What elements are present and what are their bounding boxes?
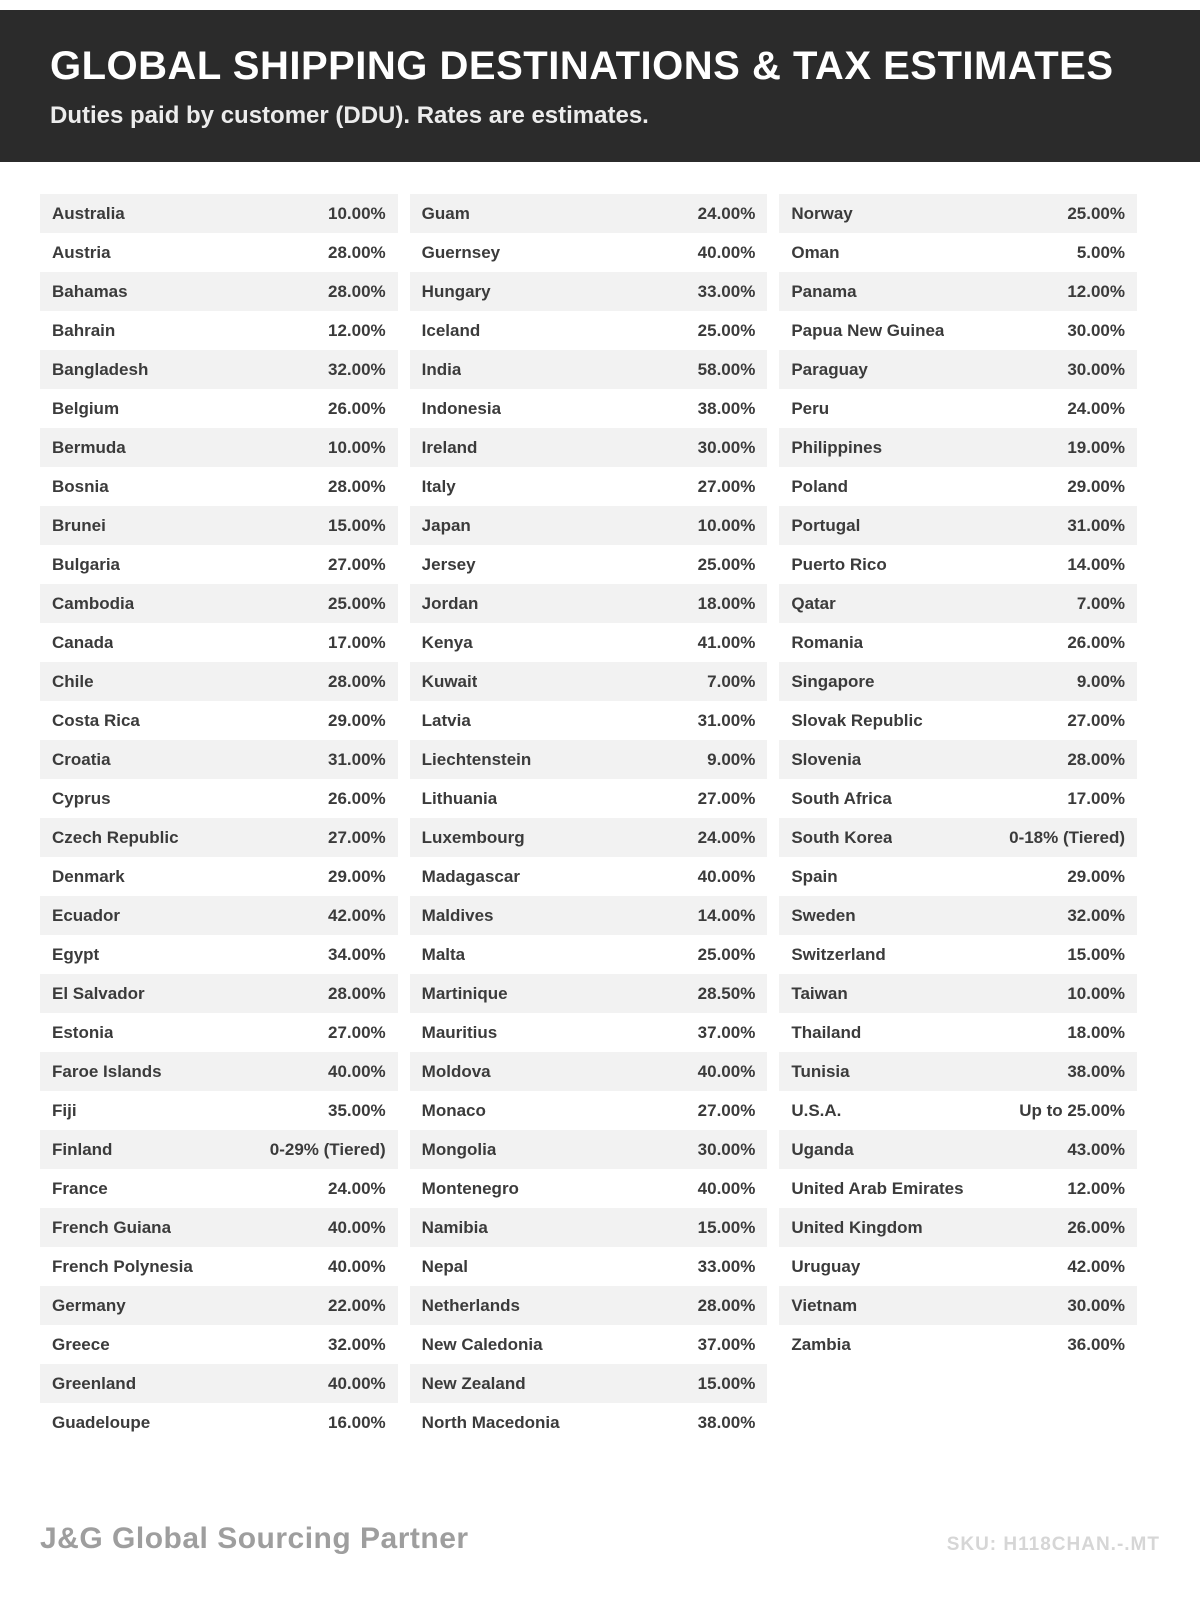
country-name: Bermuda [52, 437, 126, 457]
tax-rate: 27.00% [328, 827, 386, 847]
tax-rate: 25.00% [328, 593, 386, 613]
tax-rate: 10.00% [1067, 983, 1126, 1003]
table-row [40, 233, 398, 272]
country-name: New Caledonia [421, 1334, 543, 1354]
tax-rate: 12.00% [1067, 1178, 1126, 1198]
tax-rate: 18.00% [1067, 1022, 1126, 1042]
country-name: Panama [791, 281, 857, 301]
country-name: El Salvador [52, 983, 145, 1003]
table-row [40, 1130, 398, 1169]
table-row [410, 1169, 768, 1208]
table-row [410, 194, 768, 233]
tax-rate: 30.00% [1067, 359, 1126, 379]
table-row [410, 545, 768, 584]
tax-rate: 5.00% [1076, 242, 1126, 262]
table-row [40, 1403, 398, 1442]
country-name: New Zealand [421, 1373, 526, 1393]
table-row [779, 1286, 1137, 1325]
country-name: Greenland [52, 1373, 137, 1393]
country-name: Moldova [421, 1061, 491, 1081]
country-name: Qatar [791, 593, 836, 613]
rates-table [40, 194, 1137, 1442]
table-row [410, 584, 768, 623]
table-row [410, 779, 768, 818]
tax-rate: 26.00% [1067, 632, 1126, 652]
country-name: Hungary [421, 281, 491, 301]
country-name: Taiwan [791, 983, 848, 1003]
country-name: North Macedonia [421, 1412, 560, 1432]
country-name: Estonia [52, 1022, 114, 1042]
tax-rate: 58.00% [697, 359, 756, 379]
country-name: U.S.A. [791, 1100, 842, 1120]
country-name: Madagascar [421, 866, 520, 886]
country-name: Slovenia [791, 749, 862, 769]
table-row [40, 896, 398, 935]
country-name: Finland [52, 1139, 113, 1159]
table-row [779, 740, 1137, 779]
country-name: Nepal [421, 1256, 468, 1276]
country-name: Austria [52, 242, 111, 262]
country-name: Romania [791, 632, 864, 652]
table-row [779, 350, 1137, 389]
table-row [40, 584, 398, 623]
country-name: Namibia [421, 1217, 488, 1237]
rates-column-2 [410, 194, 768, 1442]
tax-rate: 24.00% [1067, 398, 1126, 418]
country-name: Germany [52, 1295, 126, 1315]
country-name: Switzerland [791, 944, 886, 964]
table-row [779, 428, 1137, 467]
table-row [40, 1325, 398, 1364]
tax-rate: 32.00% [328, 359, 386, 379]
tax-rate: 29.00% [328, 710, 386, 730]
table-row [410, 701, 768, 740]
tax-rate: 24.00% [697, 203, 756, 223]
table-row [779, 662, 1137, 701]
tax-rate: 41.00% [697, 632, 756, 652]
tax-rate: 28.00% [328, 671, 386, 691]
tax-rate: 28.50% [697, 983, 756, 1003]
tax-rate: 37.00% [697, 1022, 756, 1042]
tax-rate: 7.00% [707, 671, 756, 691]
table-row [40, 1286, 398, 1325]
table-row [40, 935, 398, 974]
country-name: Paraguay [791, 359, 868, 379]
tax-rate: 10.00% [328, 437, 386, 457]
country-name: Puerto Rico [791, 554, 887, 574]
table-row [40, 740, 398, 779]
country-name: Liechtenstein [421, 749, 532, 769]
tax-rate: 28.00% [697, 1295, 756, 1315]
table-row [410, 740, 768, 779]
country-name: United Kingdom [791, 1217, 923, 1237]
country-name: Czech Republic [52, 827, 179, 847]
table-row [779, 467, 1137, 506]
table-row [40, 779, 398, 818]
country-name: French Polynesia [52, 1256, 193, 1276]
country-name: Bulgaria [52, 554, 121, 574]
table-row [40, 506, 398, 545]
tax-rate: 32.00% [328, 1334, 386, 1354]
tax-rate: 14.00% [697, 905, 756, 925]
table-row [40, 194, 398, 233]
table-row [40, 857, 398, 896]
tax-rate: 29.00% [1067, 866, 1126, 886]
country-name: Papua New Guinea [791, 320, 945, 340]
country-name: Iceland [421, 320, 481, 340]
tax-rate: 12.00% [1067, 281, 1126, 301]
country-name: Vietnam [791, 1295, 858, 1315]
country-name: Cambodia [52, 593, 135, 613]
table-row [40, 311, 398, 350]
table-row [410, 1130, 768, 1169]
rates-column-1 [40, 194, 398, 1442]
tax-rate: 9.00% [707, 749, 756, 769]
table-row [410, 1052, 768, 1091]
table-row [40, 974, 398, 1013]
country-name: Luxembourg [421, 827, 525, 847]
tax-rate: 40.00% [328, 1256, 386, 1276]
tax-rate: 38.00% [1067, 1061, 1126, 1081]
table-row [410, 1286, 768, 1325]
country-name: Zambia [791, 1334, 851, 1354]
country-name: Brunei [52, 515, 106, 535]
country-name: Indonesia [421, 398, 502, 418]
table-row [410, 1247, 768, 1286]
table-row [40, 272, 398, 311]
page-subtitle: Duties paid by customer (DDU). Rates are estimates. [50, 102, 649, 129]
tax-rate: 14.00% [1067, 554, 1126, 574]
brand-name: J&G Global Sourcing Partner [40, 1522, 469, 1555]
country-name: Spain [791, 866, 838, 886]
table-row [410, 1364, 768, 1403]
table-row [410, 233, 768, 272]
country-name: Japan [421, 515, 471, 535]
table-row [40, 545, 398, 584]
country-name: Montenegro [421, 1178, 519, 1198]
tax-rate: 40.00% [697, 242, 756, 262]
table-row [410, 818, 768, 857]
country-name: Mongolia [421, 1139, 497, 1159]
country-name: India [421, 359, 462, 379]
tax-rate: 15.00% [697, 1373, 756, 1393]
table-row [779, 1208, 1137, 1247]
table-row [410, 1013, 768, 1052]
table-row [779, 584, 1137, 623]
table-row [410, 662, 768, 701]
country-name: Guam [421, 203, 470, 223]
tax-rate: 26.00% [328, 788, 386, 808]
table-row [410, 1403, 768, 1442]
table-row [779, 506, 1137, 545]
tax-rate: 7.00% [1076, 593, 1126, 613]
country-name: Ecuador [52, 905, 121, 925]
country-name: South Africa [791, 788, 892, 808]
tax-rate: 27.00% [697, 1100, 756, 1120]
table-row [779, 1325, 1137, 1364]
country-name: Poland [791, 476, 849, 496]
table-row [410, 428, 768, 467]
tax-rate: 40.00% [328, 1061, 386, 1081]
country-name: Egypt [52, 944, 100, 964]
tax-rate: 40.00% [328, 1217, 386, 1237]
country-name: Croatia [52, 749, 111, 769]
country-name: Bahrain [52, 320, 116, 340]
table-row [779, 1052, 1137, 1091]
tax-rate: 42.00% [1067, 1256, 1126, 1276]
tax-rate: 28.00% [328, 476, 386, 496]
table-row [779, 974, 1137, 1013]
table-row [779, 545, 1137, 584]
tax-rate: 34.00% [328, 944, 386, 964]
tax-rate: 18.00% [697, 593, 756, 613]
table-row [779, 1091, 1137, 1130]
table-row [779, 272, 1137, 311]
table-row [779, 818, 1137, 857]
country-name: Uganda [791, 1139, 854, 1159]
tax-rate: 27.00% [1067, 710, 1126, 730]
table-row [779, 233, 1137, 272]
table-row [779, 935, 1137, 974]
country-name: Belgium [52, 398, 120, 418]
country-name: Australia [52, 203, 125, 223]
country-name: Jersey [421, 554, 476, 574]
country-name: Monaco [421, 1100, 486, 1120]
country-name: Ireland [421, 437, 478, 457]
table-row [410, 1208, 768, 1247]
table-row [779, 1013, 1137, 1052]
country-name: Guernsey [421, 242, 501, 262]
table-row [40, 1364, 398, 1403]
country-name: Cyprus [52, 788, 111, 808]
country-name: Norway [791, 203, 853, 223]
tax-rate: 27.00% [697, 476, 756, 496]
tax-rate: 42.00% [328, 905, 386, 925]
country-name: Bosnia [52, 476, 109, 496]
tax-rate: 27.00% [328, 554, 386, 574]
country-name: Malta [421, 944, 466, 964]
table-row [779, 311, 1137, 350]
tax-rate: 19.00% [1067, 437, 1126, 457]
country-name: Sweden [791, 905, 856, 925]
tax-rate: 35.00% [328, 1100, 386, 1120]
tax-rate: 28.00% [1067, 749, 1126, 769]
table-row [40, 350, 398, 389]
tax-rate: 0-18% (Tiered) [1009, 827, 1126, 847]
table-row [779, 701, 1137, 740]
tax-rate: 15.00% [1067, 944, 1126, 964]
table-row [410, 467, 768, 506]
table-row [410, 623, 768, 662]
tax-rate: 22.00% [328, 1295, 386, 1315]
country-name: Bangladesh [52, 359, 149, 379]
tax-rate: 28.00% [328, 281, 386, 301]
tax-rate: 33.00% [697, 1256, 756, 1276]
country-name: Bahamas [52, 281, 128, 301]
country-name: Martinique [421, 983, 508, 1003]
tax-rate: 27.00% [328, 1022, 386, 1042]
tax-rate: 25.00% [697, 554, 756, 574]
table-row [779, 389, 1137, 428]
tax-rate: 38.00% [697, 398, 756, 418]
tax-rate: 26.00% [328, 398, 386, 418]
table-row [410, 1091, 768, 1130]
tax-rate: 37.00% [697, 1334, 756, 1354]
tax-rate: 28.00% [328, 242, 386, 262]
table-row [779, 896, 1137, 935]
tax-rate: 10.00% [697, 515, 756, 535]
country-name: Italy [421, 476, 456, 496]
tax-rate: 32.00% [1067, 905, 1126, 925]
country-name: Lithuania [421, 788, 498, 808]
country-name: Kuwait [421, 671, 478, 691]
tax-rate: 30.00% [1067, 320, 1126, 340]
country-name: Greece [52, 1334, 110, 1354]
country-name: Oman [791, 242, 840, 262]
table-row [410, 896, 768, 935]
country-name: Philippines [791, 437, 883, 457]
table-row [40, 1052, 398, 1091]
tax-rate: 15.00% [697, 1217, 756, 1237]
tax-rate: 36.00% [1067, 1334, 1126, 1354]
header-banner [0, 10, 1200, 162]
country-name: Thailand [791, 1022, 862, 1042]
tax-rate: 28.00% [328, 983, 386, 1003]
country-name: Portugal [791, 515, 861, 535]
tax-rate: 33.00% [697, 281, 756, 301]
tax-rate: 16.00% [328, 1412, 386, 1432]
country-name: Fiji [52, 1100, 77, 1120]
country-name: Jordan [421, 593, 479, 613]
table-row [779, 1169, 1137, 1208]
country-name: Denmark [52, 866, 125, 886]
country-name: Netherlands [421, 1295, 520, 1315]
tax-rate: 24.00% [697, 827, 756, 847]
tax-rate: 15.00% [328, 515, 386, 535]
table-row [40, 428, 398, 467]
table-row [410, 389, 768, 428]
table-row [410, 974, 768, 1013]
country-name: Chile [52, 671, 94, 691]
tax-rate: 40.00% [697, 866, 756, 886]
page-title: GLOBAL SHIPPING DESTINATIONS & TAX ESTIMATES [50, 44, 1114, 88]
tax-rate: 17.00% [1067, 788, 1126, 808]
footer [40, 1522, 1160, 1556]
country-name: Uruguay [791, 1256, 861, 1276]
tax-rate: 40.00% [328, 1373, 386, 1393]
country-name: Costa Rica [52, 710, 140, 730]
tax-rate: 40.00% [697, 1178, 756, 1198]
country-name: South Korea [791, 827, 893, 847]
table-row [410, 311, 768, 350]
tax-rate: 43.00% [1067, 1139, 1126, 1159]
tax-rate: 27.00% [697, 788, 756, 808]
tax-rate: 24.00% [328, 1178, 386, 1198]
table-row [40, 1247, 398, 1286]
tax-rate: 30.00% [697, 437, 756, 457]
table-row [779, 623, 1137, 662]
table-row [410, 350, 768, 389]
tax-rate: 40.00% [697, 1061, 756, 1081]
country-name: Kenya [421, 632, 473, 652]
tax-rate: 25.00% [697, 944, 756, 964]
country-name: Tunisia [791, 1061, 850, 1081]
table-row [40, 467, 398, 506]
rates-column-3 [779, 194, 1137, 1364]
table-row [779, 1247, 1137, 1286]
table-row [410, 935, 768, 974]
table-row [40, 1013, 398, 1052]
table-row [779, 857, 1137, 896]
table-row [40, 389, 398, 428]
tax-rate: 31.00% [1067, 515, 1126, 535]
table-row [410, 506, 768, 545]
table-row [779, 1130, 1137, 1169]
tax-rate: 12.00% [328, 320, 386, 340]
country-name: Canada [52, 632, 114, 652]
tax-rate: 31.00% [697, 710, 756, 730]
country-name: Mauritius [421, 1022, 498, 1042]
table-row [40, 1208, 398, 1247]
table-row [410, 272, 768, 311]
country-name: Faroe Islands [52, 1061, 162, 1081]
table-row [40, 662, 398, 701]
country-name: Maldives [421, 905, 494, 925]
table-row [40, 701, 398, 740]
tax-rate: 25.00% [697, 320, 756, 340]
country-name: Guadeloupe [52, 1412, 151, 1432]
country-name: United Arab Emirates [791, 1178, 964, 1198]
tax-rate: 31.00% [328, 749, 386, 769]
table-row [779, 779, 1137, 818]
tax-rate: 10.00% [328, 203, 386, 223]
country-name: France [52, 1178, 108, 1198]
country-name: Peru [791, 398, 830, 418]
tax-rate: 30.00% [1067, 1295, 1126, 1315]
table-row [40, 623, 398, 662]
table-row [40, 1091, 398, 1130]
tax-rate: 29.00% [328, 866, 386, 886]
table-row [779, 194, 1137, 233]
tax-rate: 9.00% [1076, 671, 1126, 691]
table-row [40, 1169, 398, 1208]
sku-label: SKU: H118CHAN.-.MT [946, 1534, 1160, 1555]
tax-rate: Up to 25.00% [1019, 1100, 1126, 1120]
country-name: Slovak Republic [791, 710, 923, 730]
table-row [410, 857, 768, 896]
tax-rate: 29.00% [1067, 476, 1126, 496]
tax-rate: 17.00% [328, 632, 386, 652]
tax-rate: 26.00% [1067, 1217, 1126, 1237]
tax-rate: 25.00% [1067, 203, 1126, 223]
country-name: Latvia [421, 710, 471, 730]
country-name: Singapore [791, 671, 875, 691]
table-row [410, 1325, 768, 1364]
tax-rate: 38.00% [697, 1412, 756, 1432]
tax-rate: 30.00% [697, 1139, 756, 1159]
country-name: French Guiana [52, 1217, 172, 1237]
table-row [40, 818, 398, 857]
tax-rate: 0-29% (Tiered) [269, 1139, 386, 1159]
